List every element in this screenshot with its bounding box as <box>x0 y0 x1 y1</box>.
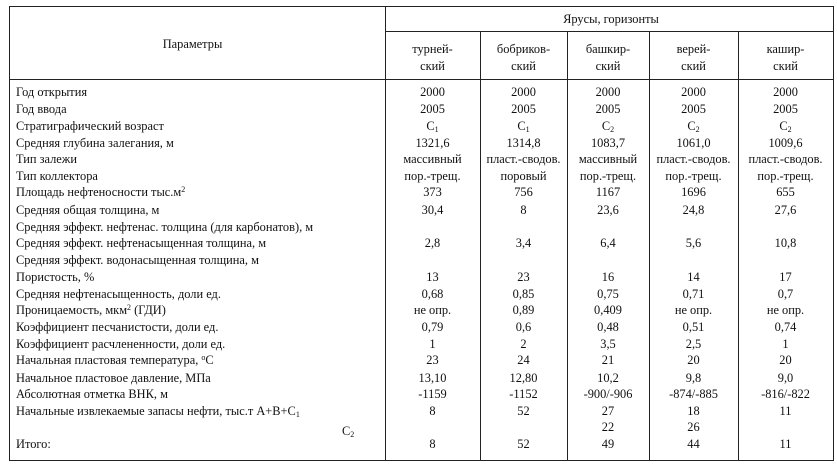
cell-kashirian: $C_2$ <box>779 119 792 134</box>
column-header-vereian: верей- ский <box>676 42 711 73</box>
cell-vereian: 5,6 <box>685 236 702 250</box>
column-header-kashirian: кашир- ский <box>766 42 805 73</box>
cell-kashirian: 2005 <box>773 102 798 116</box>
cell-vereian: 44 <box>687 437 700 451</box>
row-label: Год открытия <box>16 85 88 99</box>
cell-vereian: пласт.-сводов. <box>656 152 731 166</box>
cell-bobrikovian: пласт.-сводов. <box>486 152 561 166</box>
row-label: Средняя эффект. нефтенасыщенная толщина, м <box>16 236 267 250</box>
cell-tournaisian: 8 <box>429 437 436 451</box>
cell-kashirian: 11 <box>779 437 792 451</box>
cell-kashirian: 2000 <box>773 85 798 99</box>
cell-kashirian: пор.-трещ. <box>757 169 814 183</box>
cell-bashkirian: 0,75 <box>597 287 619 301</box>
cell-vereian: 20 <box>687 353 700 367</box>
cell-tournaisian: 0,79 <box>421 320 444 334</box>
cell-bashkirian: 0,48 <box>597 320 619 334</box>
column-header-bobrikovian: бобриков- ский <box>496 42 551 73</box>
params-header: Параметры <box>162 37 223 51</box>
row-label: Начальное пластовое давление, МПа <box>16 371 211 385</box>
row-label: Средняя эффект. водонасыщенная толщина, м <box>16 253 259 267</box>
cell-bashkirian: пор.-трещ. <box>579 169 637 183</box>
cell-bobrikovian: 8 <box>520 203 527 217</box>
cell-vereian: 2005 <box>681 102 706 116</box>
row-label: Коэффициент расчлененности, доли ед. <box>16 337 226 351</box>
cell-bobrikovian: 23 <box>517 270 530 284</box>
cell-kashirian: -816/-822 <box>761 387 810 401</box>
cell-bobrikovian: поровый <box>500 169 547 183</box>
cell-bobrikovian: 2005 <box>511 102 536 116</box>
row-label: Площадь нефтеносности $тыс.м^2$ <box>16 185 186 199</box>
cell-vereian: 24,8 <box>682 203 705 217</box>
table-left-border <box>9 6 10 461</box>
cell-vereian: 1061,0 <box>676 136 711 150</box>
cell-tournaisian: 1321,6 <box>415 136 450 150</box>
row-label: Средняя глубина залегания, м <box>16 136 174 150</box>
row-label: Тип коллектора <box>16 169 98 183</box>
cell-vereian: 9,8 <box>685 371 702 385</box>
cell-kashirian: 1 <box>782 337 789 351</box>
cell-bashkirian: 0,409 <box>594 303 622 317</box>
row-label: Итого: <box>16 437 51 451</box>
cell-vereian: 0,51 <box>682 320 705 334</box>
row-label: Стратиграфический возраст <box>16 119 164 133</box>
cell-bashkirian: 10,2 <box>597 371 619 385</box>
cell-bashkirian: 23,6 <box>597 203 619 217</box>
cell-bobrikovian: 2 <box>520 337 527 351</box>
row-label: Начальные извлекаемые запасы нефти, тыс.т $А+В+С_1$ <box>16 404 300 419</box>
cell-bashkirian: 2000 <box>595 85 621 99</box>
cell-bashkirian: 1167 <box>595 185 621 199</box>
header-bottom-border <box>9 79 834 80</box>
cell-vereian: $C_2$ <box>687 119 700 134</box>
cell-bobrikovian: 0,6 <box>515 320 532 334</box>
cell-kashirian: 17 <box>779 270 792 284</box>
cell-tournaisian: 1 <box>429 337 436 351</box>
row-label: Коэффициент песчанистости, доли ед. <box>16 320 219 334</box>
table-top-border <box>9 6 834 7</box>
cell-bashkirian: 1083,7 <box>590 136 626 150</box>
cell-bobrikovian: -1152 <box>509 387 538 401</box>
cell-bobrikovian: 0,85 <box>512 287 535 301</box>
cell-bobrikovian: 52 <box>517 437 530 451</box>
cell-tournaisian: $C_1$ <box>426 119 439 134</box>
cell-tournaisian: 2,8 <box>424 236 441 250</box>
cell-vereian: -874/-885 <box>669 387 718 401</box>
cell-vereian: пор.-трещ. <box>665 169 722 183</box>
cell-vereian: 2000 <box>681 85 706 99</box>
cell-vereian: 1696 <box>681 185 706 199</box>
cell-bobrikovian: 52 <box>517 404 530 418</box>
horizons-group-header: Ярусы, горизонты <box>563 12 659 26</box>
cell-kashirian: 1009,6 <box>768 136 803 150</box>
row-label: Средняя нефтенасыщенность, доли ед. <box>16 287 221 301</box>
cell-tournaisian: 13 <box>426 270 439 284</box>
cell-tournaisian: 8 <box>429 404 436 418</box>
cell-bobrikovian: 12,80 <box>509 371 538 385</box>
cell-bashkirian: $C_2$ <box>601 119 615 134</box>
row-label: Средняя общая толщина, м <box>16 203 160 217</box>
cell-bobrikovian: 1314,8 <box>506 136 541 150</box>
cell-tournaisian: 2000 <box>420 85 445 99</box>
cell-kashirian: пласт.-сводов. <box>748 152 823 166</box>
cell-bobrikovian: 0,89 <box>512 303 535 317</box>
cell-vereian: 18 <box>687 404 700 418</box>
cell-bashkirian: 2005 <box>595 102 621 116</box>
row-label: Год ввода <box>16 102 67 116</box>
row-label: Пористость, % <box>16 270 95 284</box>
cell-kashirian: 27,6 <box>774 203 797 217</box>
cell-tournaisian: 0,68 <box>421 287 444 301</box>
table-bottom-border <box>9 460 834 461</box>
row-label: Тип залежи <box>16 152 77 166</box>
cell-bobrikovian: 2000 <box>511 85 536 99</box>
cell-kashirian: 0,7 <box>777 287 794 301</box>
cell-bashkirian: 16 <box>601 270 615 284</box>
cell-bobrikovian: 3,4 <box>515 236 532 250</box>
cell-tournaisian: 23 <box>426 353 439 367</box>
column-header-tournaisian: турней- ский <box>412 42 453 73</box>
cell-tournaisian: массивный <box>403 152 462 166</box>
cell-bashkirian: 3,5 <box>600 337 616 351</box>
row-label: Начальная пластовая температура, $^o$С <box>16 353 214 367</box>
cell-bobrikovian: $C_1$ <box>517 119 530 134</box>
cell-bashkirian: массивный <box>578 152 638 166</box>
cell-kashirian: 11 <box>779 404 792 418</box>
cell-kashirian: 20 <box>779 353 792 367</box>
cell-tournaisian: 2005 <box>420 102 445 116</box>
cell-bashkirian: 22 <box>601 420 615 434</box>
cell-kashirian: 0,74 <box>774 320 797 334</box>
cell-tournaisian: -1159 <box>418 387 447 401</box>
cell-bashkirian: 27 <box>601 404 615 418</box>
cell-tournaisian: пор.-трещ. <box>404 169 461 183</box>
cell-tournaisian: 373 <box>423 185 442 199</box>
cell-bashkirian: 21 <box>601 353 615 367</box>
cell-bobrikovian: 24 <box>517 353 530 367</box>
reserves-c2-label: $С_2$ <box>342 424 355 439</box>
cell-bobrikovian: 756 <box>514 185 533 199</box>
cell-kashirian: 10,8 <box>774 236 797 250</box>
row-label: Абсолютная отметка ВНК, м <box>16 387 168 401</box>
column-header-bashkirian: башкир- ский <box>585 42 631 73</box>
cell-kashirian: 9,0 <box>777 371 794 385</box>
cell-vereian: не опр. <box>674 303 713 317</box>
table-right-border <box>833 6 834 461</box>
cell-bashkirian: 6,4 <box>600 236 616 250</box>
cell-vereian: 2,5 <box>685 337 702 351</box>
cell-tournaisian: 30,4 <box>421 203 444 217</box>
cell-kashirian: 655 <box>776 185 795 199</box>
cell-tournaisian: 13,10 <box>418 371 447 385</box>
group-header-divider <box>385 31 834 32</box>
cell-tournaisian: не опр. <box>413 303 452 317</box>
cell-bashkirian: 49 <box>601 437 615 451</box>
cell-bashkirian: -900/-906 <box>583 387 633 401</box>
row-label: Средняя эффект. нефтенас. толщина (для карбонатов), м <box>16 220 314 234</box>
cell-kashirian: не опр. <box>766 303 805 317</box>
cell-vereian: 14 <box>687 270 700 284</box>
cell-vereian: 0,71 <box>682 287 705 301</box>
row-label: Проницаемость, мкм$^2$ (ГДИ) <box>16 303 166 317</box>
cell-vereian: 26 <box>687 420 700 434</box>
